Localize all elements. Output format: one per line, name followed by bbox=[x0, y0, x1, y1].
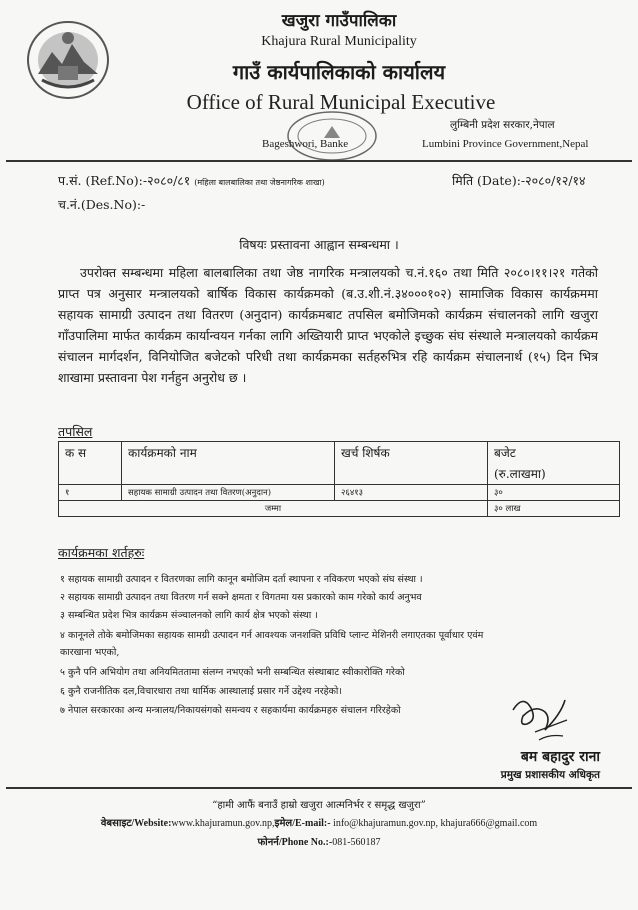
reference-number bbox=[58, 172, 325, 189]
letter-date: मिति (Date):-२०८०/१२/१४ bbox=[452, 173, 586, 188]
municipality-name-en: Khajura Rural Municipality bbox=[261, 34, 417, 49]
email-label: इमेल/E-mail:- bbox=[274, 818, 331, 829]
row-program-name: सहायक सामाग्री उत्पादन तथा वितरण(अनुदान) bbox=[122, 485, 335, 501]
condition-item: ६ कुनै राजनीतिक दल,विचारधारा तथा धार्मिक आस्थालाई प्रसार गर्ने उद्देश्य नरहेको। bbox=[60, 686, 342, 697]
letter-body: उपरोक्त सम्बन्धमा महिला बालबालिका तथा जेष्ठ नागरिक मन्त्रालयको च.नं.१६० तथा मिति २०८०।११।२१ गतेको प्राप्त पत्र अनुसार मन्त्रालयको बार्षिक विकास कार्यक्रमको (ब.उ.शी.नं.३४०००१०२) सामाजिक विकास कार्यक्रममा सहायक सामाग्री उत्पादन तथा वितरण (अनुदान) कार्यक्रमबाट तपसिल बमोजिमको कार्यक्रम संचालनको लागि खजुरा गाँउपालिमा मार्फत कार्यक्रम कार्यान्वयन गर्नका लागि अख्तियारी प्राप्त भएकोले इच्छुक संघ संस्थाले मन्त्रालयको कार्यक्रम संचालन मार्गदर्शन, विनियोजित बजेटको परिधी तथा कार्यक्रमका सर्तहरुभित्र रहि कार्यक्रम संचालनार्थ (१५) दिन भित्र शाखामा प्रस्तावना पेश गर्नहुन अनुरोध छ । bbox=[58, 265, 598, 385]
condition-item: ३ सम्बन्धित प्रदेश भित्र कार्यक्रम संञ्चालनको लागि कार्य क्षेत्र भएको संस्था । bbox=[60, 610, 318, 621]
condition-item: ४ कानूनले तोके बमोजिमका सहायक सामग्री उत्पादन गर्न आवश्यक जनशक्ति प्रविधि प्लान्ट मेशिनरी लगाएतका पूर्वाधार एवंम bbox=[60, 630, 484, 641]
budget-header: बजेट bbox=[494, 446, 516, 460]
dispatch-number: च.नं.(Des.No):- bbox=[58, 197, 146, 212]
condition-item: १ सहायक सामाग्री उत्पादन र वितरणका लागि कानून बमोजिम दर्ता स्थापना र नविकरण भएको संघ संस्था । bbox=[60, 574, 423, 585]
total-value: ३० लाख bbox=[488, 501, 620, 517]
budget-unit: (रु.लाखमा) bbox=[494, 467, 546, 481]
office-stamp bbox=[272, 108, 392, 166]
email-address[interactable]: info@khajuramun.gov.np, khajura666@gmail.com bbox=[333, 818, 538, 829]
condition-item: २ सहायक सामाग्री उत्पादन तथा वितरण गर्न सक्ने क्षमता र विगतमा यस प्रकारको काम गरेको कार्य अनुभव bbox=[60, 592, 422, 603]
details-label: तपसिल bbox=[58, 424, 93, 439]
municipality-name-np: खजुरा गाउँपालिका bbox=[281, 11, 397, 31]
row-expense-head: २६४१३ bbox=[335, 485, 488, 501]
col-serial: क स bbox=[59, 442, 122, 485]
signatory-title: प्रमुख प्रशासकीय अधिकृत bbox=[500, 769, 600, 781]
footer-divider bbox=[6, 787, 632, 789]
header-divider bbox=[6, 160, 632, 162]
location-text: Bageshwori, Banke bbox=[262, 138, 349, 150]
table-total-row bbox=[59, 501, 620, 517]
condition-item: कारखाना भएको, bbox=[60, 647, 120, 658]
province-np: लुम्बिनी प्रदेश सरकार,नेपाल bbox=[450, 119, 555, 131]
slogan: “हामी आफैं बनाउँ हाम्रो खजुरा आत्मनिर्भर र समृद्ध खजुरा” bbox=[212, 800, 426, 811]
website-label: वेबसाइट/Website: bbox=[100, 818, 172, 829]
signatory-name: बम बहादुर राना bbox=[520, 749, 600, 765]
total-label: जम्मा bbox=[59, 501, 488, 517]
program-table bbox=[58, 441, 620, 517]
col-program-name: कार्यक्रमको नाम bbox=[122, 442, 335, 485]
row-budget: ३० bbox=[488, 485, 620, 501]
section-name: (महिला बालबालिका तथा जेष्ठनागरिक शाखा) bbox=[194, 178, 325, 187]
website-link[interactable]: www.khajuramun.gov.np, bbox=[171, 818, 275, 829]
condition-item: ५ कुनै पनि अभियोग तथा अनियमिततामा संलग्न नभएको भनी सम्बन्धित संस्थाबाट स्वीकारोक्ति गरेको bbox=[60, 667, 405, 678]
phone-line bbox=[0, 834, 638, 848]
row-serial: १ bbox=[59, 485, 122, 501]
office-name-np: गाउँ कार्यपालिकाको कार्यालय bbox=[232, 60, 446, 84]
condition-item: ७ नेपाल सरकारका अन्य मन्त्रालय/निकायसंगको समन्वय र सहकार्यमा कार्यक्रमहरु संचालन गरिरहेको bbox=[60, 705, 401, 716]
phone-number: 081-560187 bbox=[332, 837, 381, 848]
handwritten-signature bbox=[505, 690, 575, 748]
province-en: Lumbini Province Government,Nepal bbox=[422, 138, 589, 150]
phone-label: फोनर्न/Phone No.:- bbox=[257, 837, 333, 848]
col-budget bbox=[488, 442, 620, 485]
office-name-en: Office of Rural Municipal Executive bbox=[186, 90, 496, 114]
col-expense-head: खर्च शिर्षक bbox=[335, 442, 488, 485]
reference-label: प.सं. (Ref.No):-२०८०/८१ bbox=[58, 173, 191, 188]
conditions-title: कार्यक्रमका शर्तहरुः bbox=[58, 545, 145, 560]
contact-line bbox=[0, 815, 638, 829]
letter-subject: विषयः प्रस्तावना आह्वान सम्बन्धमा । bbox=[239, 237, 399, 252]
table-header-row bbox=[59, 442, 620, 485]
table-row bbox=[59, 485, 620, 501]
